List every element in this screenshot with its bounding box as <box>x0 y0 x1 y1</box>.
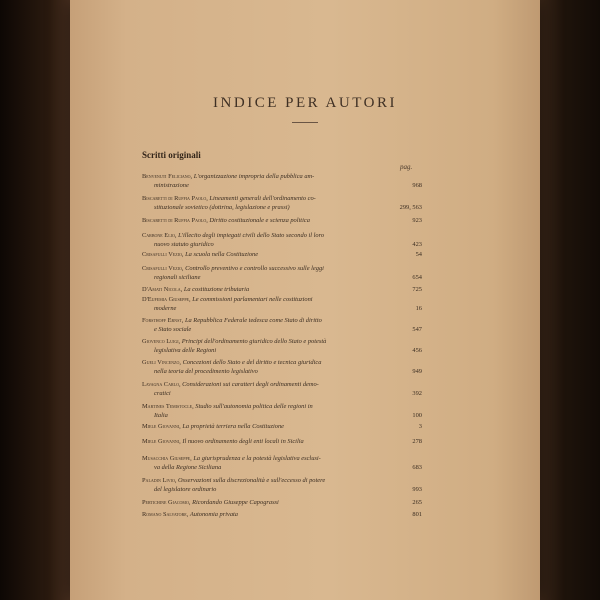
index-entry <box>142 231 437 249</box>
index-entry <box>142 337 437 355</box>
entry-title-text: va della Regione Siciliana <box>154 464 222 471</box>
entry-author: D'Eufemia Giuseppe, <box>142 296 191 303</box>
entry-page-number: 265 <box>412 499 422 506</box>
entry-title-text: Autonomia privata <box>189 511 238 518</box>
entry-continuation-line <box>142 325 437 334</box>
entry-author: Biscaretti di Ruffia Paolo, <box>142 195 208 202</box>
entry-continuation-line <box>142 304 437 313</box>
entry-author: Forsthoff Ernst, <box>142 317 184 324</box>
entry-first-line <box>142 510 437 519</box>
entry-title-text: Studio sull'autonomia politica delle regioni in <box>195 403 313 410</box>
entry-title-text: ministrazione <box>154 182 189 189</box>
entry-first-line <box>142 454 437 463</box>
entry-page-number: 968 <box>412 182 422 189</box>
entry-author: Paladin Livio, <box>142 477 177 484</box>
entry-title-text: Lineamenti generali dell'ordinamento co- <box>209 195 316 202</box>
entry-page-number: 456 <box>412 347 422 354</box>
index-entry <box>142 216 437 225</box>
entry-first-line <box>142 250 437 259</box>
entry-continuation-line <box>142 367 437 376</box>
entry-page-number: 547 <box>412 326 422 333</box>
index-entry <box>142 316 437 334</box>
entry-title-text: Principi dell'ordinamento giuridico dello Stato e potestà <box>181 338 327 345</box>
entry-continuation-line <box>142 463 437 472</box>
entry-page-number: 16 <box>415 305 422 312</box>
index-entry <box>142 250 437 259</box>
entry-title-text: e Stato sociale <box>154 326 192 333</box>
entry-title-text: Il nuovo ordinamento degli enti locali in Sicilia <box>182 438 304 445</box>
entry-title-text: Osservazioni sulla discrezionalità e sull'eccesso di potere <box>178 477 326 484</box>
entry-first-line <box>142 422 437 431</box>
index-entry <box>142 172 437 190</box>
entry-author: D'Amati Nicola, <box>142 286 183 293</box>
entry-continuation-line <box>142 240 437 249</box>
entry-continuation-line <box>142 273 437 282</box>
entry-first-line <box>142 285 437 294</box>
entry-title-text: La costituzione tributaria <box>183 286 250 293</box>
entry-author: Crisafulli Vezio, <box>142 251 184 258</box>
entry-continuation-line <box>142 411 437 420</box>
index-entry <box>142 402 437 420</box>
entry-page-number: 949 <box>412 368 422 375</box>
entry-title-text: Le commissioni parlamentari nelle costituzioni <box>192 296 313 303</box>
entry-page-number: 683 <box>412 464 422 471</box>
entry-title-text: La Repubblica Federale tedesca come Stato di diritto <box>184 317 322 324</box>
entry-title-text: cratici <box>154 390 171 397</box>
entry-author: Gueli Vincenzo, <box>142 359 181 366</box>
index-entry <box>142 498 437 507</box>
entry-first-line <box>142 476 437 485</box>
entry-title-text: La proprietà terriera nella Costituzione <box>182 423 285 430</box>
entry-author: Romano Salvatore, <box>142 511 189 518</box>
index-entry <box>142 422 437 431</box>
entry-page-number: 423 <box>412 241 422 248</box>
index-entry <box>142 285 437 294</box>
entry-page-number: 100 <box>412 412 422 419</box>
entry-author: Miele Giovanni, <box>142 438 181 445</box>
entry-page-number: 654 <box>412 274 422 281</box>
entry-first-line <box>142 216 437 225</box>
index-entry <box>142 295 437 313</box>
entry-title-text: Controllo preventivo e controllo successivo sulle leggi <box>185 265 324 272</box>
entry-first-line <box>142 295 437 304</box>
entry-author: Martines Temistocle, <box>142 403 194 410</box>
entry-continuation-line <box>142 346 437 355</box>
entry-first-line <box>142 194 437 203</box>
entry-page-number: 299, 563 <box>399 204 422 211</box>
entry-title-text: nella teoria del procedimento legislativo <box>154 368 258 375</box>
entry-author: Lavagna Carlo, <box>142 381 181 388</box>
entry-page-number: 923 <box>412 217 422 224</box>
entry-author: Pertichine Giacomo, <box>142 499 191 506</box>
entry-title-text: moderne <box>154 305 177 312</box>
left-background-shadow <box>0 0 70 600</box>
entry-continuation-line <box>142 389 437 398</box>
entry-title-text: La scuola nella Costituzione <box>185 251 259 258</box>
entry-continuation-line <box>142 485 437 494</box>
entry-title-text: L'illecito degli impiegati civili dello Stato secondo il loro <box>178 232 325 239</box>
entry-page-number: 993 <box>412 486 422 493</box>
entry-first-line <box>142 498 437 507</box>
entry-first-line <box>142 316 437 325</box>
entry-first-line <box>142 402 437 411</box>
entry-title-text: stituzionale sovietico (dottrina, legislazione e prassi) <box>154 204 290 211</box>
entry-author: Carbone Elio, <box>142 232 177 239</box>
index-entry <box>142 476 437 494</box>
page-column-label: pag. <box>400 163 413 171</box>
entry-first-line <box>142 437 437 446</box>
entry-first-line <box>142 358 437 367</box>
page-title: INDICE PER AUTORI <box>213 95 397 111</box>
entry-title-text: nuovo statuto giuridico <box>154 241 214 248</box>
entry-page-number: 278 <box>412 438 422 445</box>
entry-author: Musacchia Giuseppe, <box>142 455 192 462</box>
entry-title-text: La giurisprudenza e la potestà legislativa esclusi- <box>193 455 321 462</box>
section-heading: Scritti originali <box>142 150 201 160</box>
entry-first-line <box>142 231 437 240</box>
entry-page-number: 725 <box>412 286 422 293</box>
entry-author: Crisafulli Vezio, <box>142 265 184 272</box>
entry-first-line <box>142 264 437 273</box>
entry-page-number: 3 <box>418 423 422 430</box>
index-entry <box>142 510 437 519</box>
index-entry <box>142 437 437 446</box>
entry-title-text: Considerazioni sui caratteri degli ordinamenti demo- <box>182 381 319 388</box>
entry-continuation-line <box>142 181 437 190</box>
entry-first-line <box>142 172 437 181</box>
entry-title-text: del legislatore ordinario <box>154 486 217 493</box>
entry-first-line <box>142 380 437 389</box>
entry-first-line <box>142 337 437 346</box>
entry-title-text: Diritto costituzionale e scienza politica <box>209 217 310 224</box>
index-entry <box>142 358 437 376</box>
index-entry <box>142 454 437 472</box>
entry-author: Biscaretti di Ruffia Paolo, <box>142 217 208 224</box>
entry-title-text: Concezioni dello Stato e del diritto e tecnica giuridica <box>182 359 322 366</box>
entry-author: Miele Giovanni, <box>142 423 181 430</box>
index-entry <box>142 380 437 398</box>
entry-title-text: regionali siciliane <box>154 274 201 281</box>
entry-title-text: legislativa delle Regioni <box>154 347 217 354</box>
right-background-shadow <box>540 0 600 600</box>
entry-title-text: L'organizzazione impropria della pubblica am- <box>193 173 315 180</box>
entry-title-text: Ricordando Giuseppe Capograssi <box>192 499 279 506</box>
entry-page-number: 392 <box>412 390 422 397</box>
entry-author: Giovenco Luigi, <box>142 338 181 345</box>
entry-page-number: 801 <box>412 511 422 518</box>
book-page <box>70 0 540 600</box>
entry-page-number: 54 <box>415 251 422 258</box>
entry-title-text: Italia <box>154 412 168 419</box>
index-entry <box>142 264 437 282</box>
index-entries <box>70 0 540 600</box>
entry-author: Benvenuti Feliciano, <box>142 173 193 180</box>
